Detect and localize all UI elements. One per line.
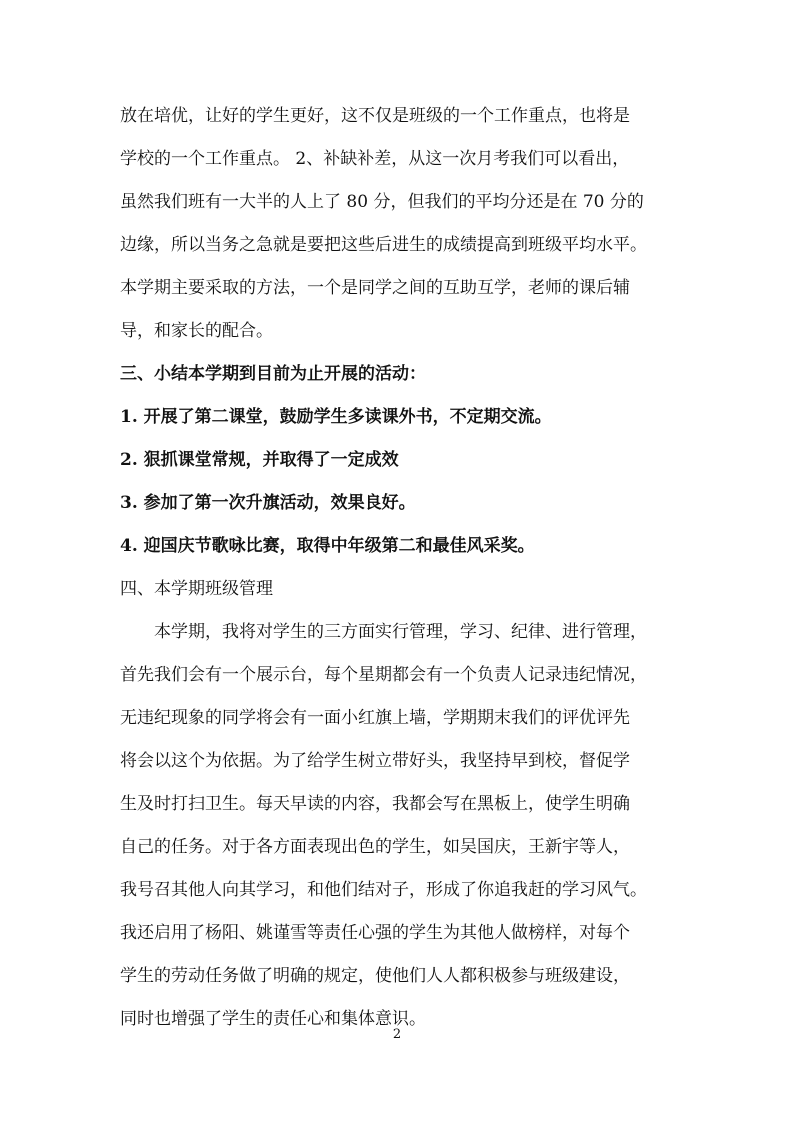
- document-body: [120, 95, 680, 1041]
- body-text-line: 本学期主要采取的方法，一个是同学之间的互助互学，老师的课后辅: [120, 278, 630, 298]
- activity-item: 1. 开展了第二课堂，鼓励学生多读课外书，不定期交流。: [120, 407, 552, 427]
- body-text-line: 首先我们会有一个展示台，每个星期都会有一个负责人记录违纪情况，: [120, 665, 647, 685]
- body-text-line: 无违纪现象的同学将会有一面小红旗上墙，学期期末我们的评优评先: [120, 708, 630, 728]
- body-text-line: 导，和家长的配合。: [120, 321, 273, 341]
- body-text-line: 放在培优，让好的学生更好，这不仅是班级的一个工作重点，也将是: [120, 106, 630, 126]
- section-heading-activities: 三、小结本学期到目前为止开展的活动：: [120, 364, 426, 384]
- body-text-line: 虽然我们班有一大半的人上了 80 分，但我们的平均分还是在 70 分的: [120, 192, 644, 212]
- body-text-line: 我号召其他人向其学习，和他们结对子，形成了你追我赶的学习风气。: [120, 880, 647, 900]
- activity-item: 4. 迎国庆节歌咏比赛，取得中年级第二和最佳风采奖。: [120, 536, 535, 556]
- activity-item: 2. 狠抓课堂常规，并取得了一定成效: [120, 450, 399, 470]
- body-text-line: 自己的任务。对于各方面表现出色的学生，如吴国庆，王新宇等人，: [120, 837, 630, 857]
- body-text-line: 本学期，我将对学生的三方面实行管理，学习、纪律、进行管理，: [154, 622, 647, 642]
- page-number: 2: [392, 1027, 402, 1042]
- section-heading-management: 四、本学期班级管理: [120, 579, 273, 599]
- body-text-line: 学校的一个工作重点。 2、补缺补差，从这一次月考我们可以看出，: [120, 149, 630, 169]
- body-text-line: 将会以这个为依据。为了给学生树立带好头，我坚持早到校，督促学: [120, 751, 630, 771]
- body-text-line: 我还启用了杨阳、姚谨雪等责任心强的学生为其他人做榜样，对每个: [120, 923, 630, 943]
- body-text-line: 同时也增强了学生的责任心和集体意识。: [120, 1009, 426, 1029]
- body-text-line: 生及时打扫卫生。每天早读的内容，我都会写在黑板上，使学生明确: [120, 794, 630, 814]
- body-text-line: 学生的劳动任务做了明确的规定，使他们人人都积极参与班级建设，: [120, 966, 630, 986]
- activity-item: 3. 参加了第一次升旗活动，效果良好。: [120, 493, 416, 513]
- body-text-line: 边缘，所以当务之急就是要把这些后进生的成绩提高到班级平均水平。: [120, 235, 647, 255]
